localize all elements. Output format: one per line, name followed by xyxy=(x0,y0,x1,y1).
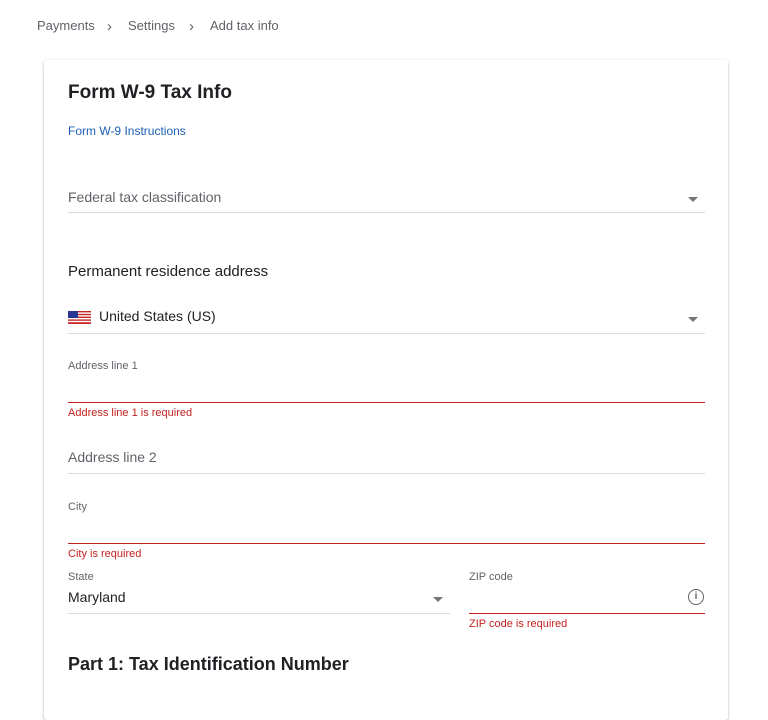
address-line-1-label: Address line 1 xyxy=(68,360,138,372)
state-value: Maryland xyxy=(68,589,126,605)
us-flag-icon xyxy=(68,311,91,324)
breadcrumb-payments[interactable]: Payments xyxy=(37,18,95,33)
info-icon[interactable]: i xyxy=(688,589,704,605)
city-error: City is required xyxy=(68,548,142,560)
address-line-1-input[interactable] xyxy=(68,378,705,403)
chevron-right-icon: › xyxy=(107,18,112,35)
country-select[interactable] xyxy=(68,308,705,334)
breadcrumb-add-tax-info: Add tax info xyxy=(210,18,279,33)
dropdown-arrow-icon xyxy=(433,597,443,602)
form-title: Form W-9 Tax Info xyxy=(68,82,232,103)
federal-tax-classification-placeholder: Federal tax classification xyxy=(68,189,222,205)
dropdown-arrow-icon xyxy=(688,197,698,202)
residence-address-heading: Permanent residence address xyxy=(68,263,269,280)
breadcrumb-settings[interactable]: Settings xyxy=(128,18,175,33)
state-select[interactable] xyxy=(68,589,450,614)
city-input[interactable] xyxy=(68,519,705,544)
zip-code-input[interactable] xyxy=(469,589,705,614)
tax-info-card xyxy=(44,60,728,720)
federal-tax-classification-select[interactable] xyxy=(68,189,705,213)
address-line-1-error: Address line 1 is required xyxy=(68,407,193,419)
address-line-2-placeholder: Address line 2 xyxy=(68,449,157,465)
dropdown-arrow-icon xyxy=(688,317,698,322)
w9-instructions-link[interactable]: Form W-9 Instructions xyxy=(68,124,186,138)
zip-code-label: ZIP code xyxy=(469,571,513,583)
address-line-2-input[interactable] xyxy=(68,449,705,474)
country-value: United States (US) xyxy=(99,308,216,324)
part1-heading: Part 1: Tax Identification Number xyxy=(68,654,349,674)
city-label: City xyxy=(68,501,87,513)
state-label: State xyxy=(68,571,94,583)
zip-code-error: ZIP code is required xyxy=(469,618,568,630)
chevron-right-icon: › xyxy=(189,18,194,35)
